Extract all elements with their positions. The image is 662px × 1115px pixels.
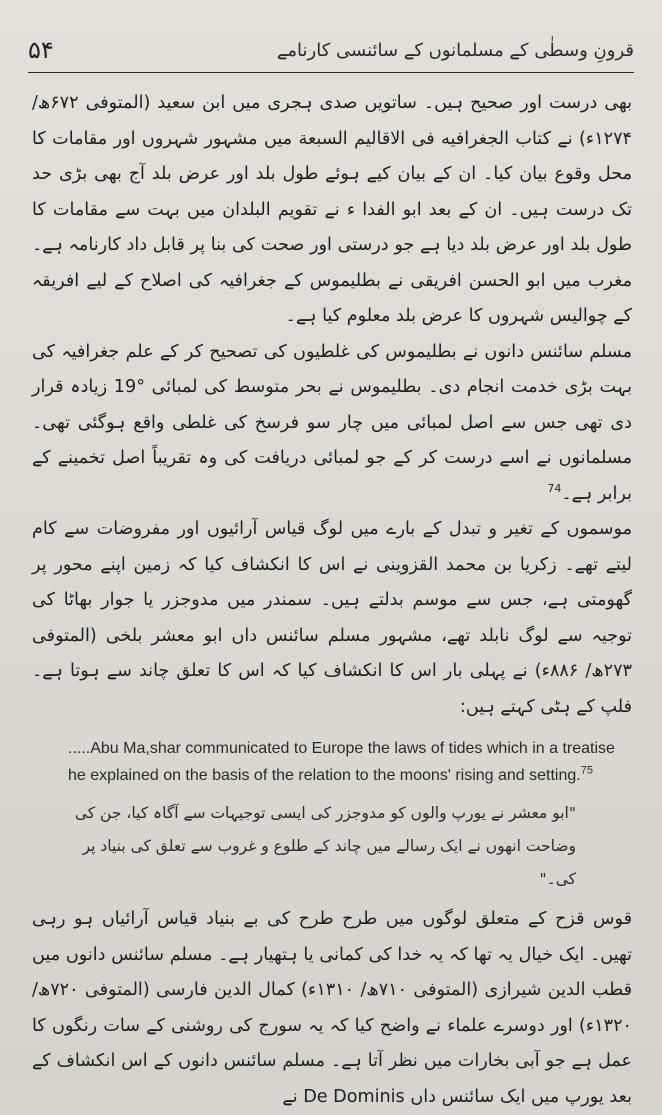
paragraph-4 <box>32 902 632 1115</box>
page-body <box>32 86 632 1115</box>
paragraph-3-text: موسموں کے تغیر و تبدل کے بارے میں لوگ قیاس آرائیوں اور مفروضات سے کام لیتے تھے۔ زکریا بن محمد القزوینی نے اس کا انکشاف کیا کہ زمین اپنے محور پر گھومتی ہے، جس سے موسم بدلتے ہیں۔ سمندر میں مدوجزر یا جوار بھاٹا کی توجیہ سے لوگ نابلد تھے، مشہور مسلم سائنس داں ابو معشر بلخی (المتوفی ۲۷۳ھ/ ۸۸۶ء) نے پہلی بار اس کا انکشاف کیا کہ اس کا تعلق چاند سے ہوتا ہے۔ فلپ کے ہٹی کہتے ہیں: <box>32 519 632 717</box>
paragraph-1-text: بھی درست اور صحیح ہیں۔ ساتویں صدی ہجری میں ابن سعید (المتوفی ۶۷۲ھ/ ۱۲۷۴ء) نے کتاب الجغرافیه فی الاقالیم السبعة میں مشہور شہروں اور مقامات کا محل وقوع بیان کیا۔ ان کے بیان کیے ہوئے طول بلد اور عرض بلد آج بھی بڑی حد تک درست ہیں۔ ان کے بعد ابو الفدا ء نے تقویم البلدان میں بہت سے مقامات کا طول بلد اور عرض بلد دیا ہے جو درستی اور صحت کی بنا پر قابل داد کارنامہ ہے۔ مغرب میں ابو الحسن افریقی نے بطلیموس کے جغرافیہ کی اصلاح کے لیے افریقہ کے چوالیس شہروں کا عرض بلد معلوم کیا ہے۔ <box>32 93 632 326</box>
paragraph-2-text: مسلم سائنس دانوں نے بطلیموس کی غلطیوں کی تصحیح کر کے علم جغرافیہ کی بہت بڑی خدمت انجام دی۔ بطلیموس نے بحر متوسط کی لمبائی °19 زیادہ قرار دی تھی جس سے اصل لمبائی میں چار سو فرسخ کی غلطی واقع ہوگئی تھی۔ مسلمانوں نے اسے درست کر کے جو لمبائی دریافت کی وہ تقریباً اصل تخمینے کے برابر ہے۔ <box>32 341 632 504</box>
page-number: ۵۴ <box>28 36 54 64</box>
footnote-ref-75[interactable]: 75 <box>580 764 593 777</box>
paragraph-2 <box>32 335 632 513</box>
paragraph-3 <box>32 512 632 725</box>
english-quotation <box>68 735 628 789</box>
page-header <box>28 28 634 73</box>
footnote-ref-74[interactable]: 74 <box>547 481 562 495</box>
paragraph-1 <box>32 86 632 335</box>
paragraph-4-text: قوس قزح کے متعلق لوگوں میں طرح طرح کی بے بنیاد قیاس آرائیاں ہو رہی تھیں۔ ایک خیال یہ تھا کہ یہ خدا کی کمانی یا ہتھیار ہے۔ مسلم سائنس دانوں میں قطب الدین شیرازی (المتوفی ۷۱۰ھ/ ۱۳۱۰ء) کمال الدین فارسی (المتوفی ۷۲۰ھ/ ۱۳۲۰ء) اور دوسرے علماء نے واضح کیا کہ یہ سورج کی روشنی کے سات رنگوں کا عمل ہے جو آبی بخارات میں نظر آتا ہے۔ مسلم سائنس دانوں کے اس انکشاف کے بعد یورپ میں ایک سائنس داں De Dominis نے <box>32 909 632 1107</box>
english-quotation-text: .....Abu Ma,shar communicated to Europe the laws of tides which in a treatise he explained on the basis of the relation to the moons' rising and setting. <box>68 740 615 784</box>
running-title: قرونِ وسطٰی کے مسلمانوں کے سائنسی کارنامے <box>276 39 634 61</box>
urdu-quotation: "ابو معشر نے یورپ والوں کو مدوجزر کی ایسی توجیہات سے آگاہ کیا، جن کی وضاحت انھوں نے ایک رسالے میں چاند کے طلوع و غروب سے تعلق کی بنیاد پر کی۔" <box>74 804 576 888</box>
